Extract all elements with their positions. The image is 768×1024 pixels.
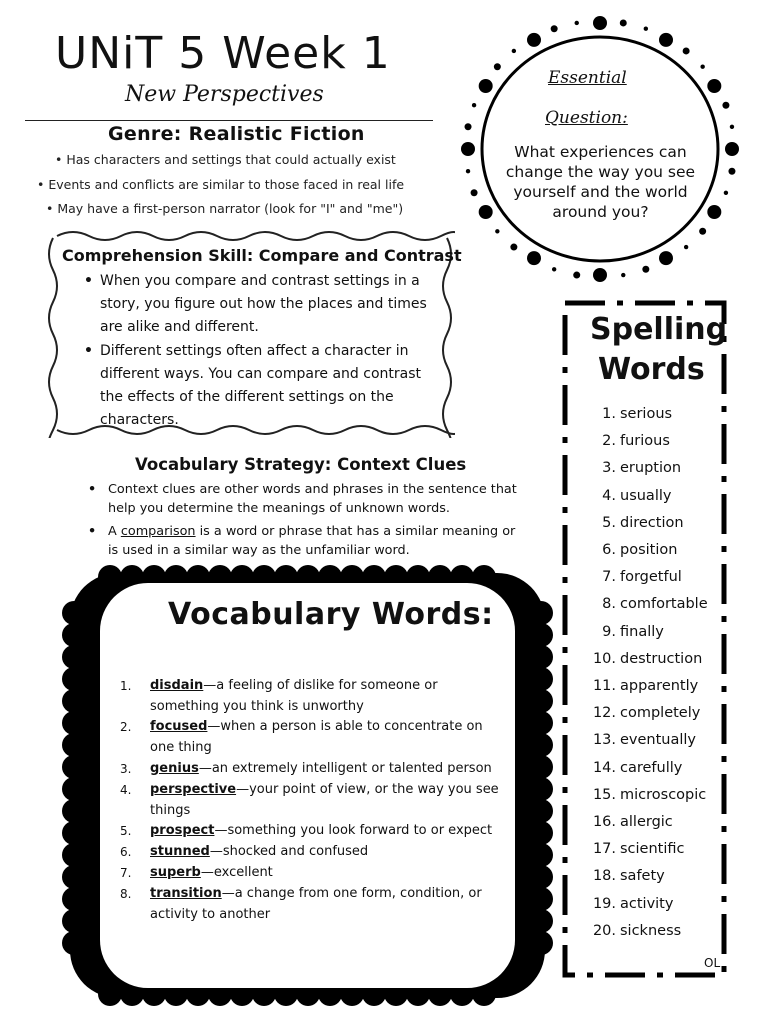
vocabulary-term: transition — [150, 886, 222, 901]
genre-item: • May have a first-person narrator (look for "I" and "me") — [46, 201, 403, 216]
item-number: 8. — [120, 887, 132, 901]
spelling-term: activity — [620, 895, 674, 912]
item-number: 1. — [120, 679, 132, 693]
spelling-number: 2. — [602, 433, 616, 450]
vocabulary-term: perspective — [150, 782, 237, 797]
spelling-number: 18. — [592, 868, 616, 885]
item-number: 2. — [120, 720, 132, 734]
item-number: 4. — [120, 783, 132, 797]
vocabulary-definition: —a change from one form, condition, or activity to another — [150, 886, 482, 922]
spelling-number: 12. — [592, 705, 616, 722]
spelling-number: 10. — [592, 650, 616, 667]
spelling-word — [586, 569, 682, 585]
spelling-term: allergic — [620, 814, 673, 830]
vocabulary-item — [120, 676, 500, 717]
spelling-word — [586, 705, 700, 721]
spelling-number: 4. — [602, 487, 616, 504]
essential-question-heading: Essential — [548, 68, 627, 88]
vocabulary-definition: —when a person is able to concentrate on one thing — [150, 719, 483, 755]
page-subtitle: New Perspectives — [125, 82, 324, 107]
item-number: 7. — [120, 866, 132, 880]
spelling-term: forgetful — [620, 569, 682, 586]
spelling-number: 13. — [592, 732, 616, 749]
essential-question-heading: Question: — [545, 108, 628, 128]
genre-item: • Events and conflicts are similar to those faced in real life — [37, 177, 404, 192]
spelling-number: 8. — [602, 596, 616, 613]
vocabulary-item — [120, 821, 500, 842]
spelling-number: 5. — [602, 514, 616, 531]
item-number: 5. — [120, 824, 132, 838]
spelling-number: 9. — [602, 623, 616, 640]
spelling-number: 14. — [592, 759, 616, 776]
spelling-word — [586, 433, 670, 449]
spelling-term: destruction — [620, 650, 703, 667]
vocabulary-term: prospect — [150, 823, 215, 838]
spelling-word — [586, 814, 673, 830]
spelling-term: usually — [620, 487, 672, 504]
spelling-word — [586, 732, 696, 748]
vocabulary-item — [120, 780, 500, 821]
essential-question-text: What experiences can change the way you see yourself and the world around you? — [505, 143, 696, 221]
vocabulary-strategy-item — [108, 522, 523, 560]
spelling-word — [586, 515, 684, 531]
page-title: UNiT 5 Week 1 — [55, 28, 391, 79]
spelling-number: 7. — [602, 569, 616, 586]
spelling-term: direction — [620, 514, 684, 531]
vocabulary-strategy-item: • Context clues are other words and phrases in the sentence that help you determine the meanings of unknown words. — [108, 480, 523, 518]
spelling-number: 3. — [602, 460, 616, 477]
spelling-word — [586, 460, 681, 476]
spelling-number: 16. — [592, 814, 616, 830]
spelling-word — [586, 841, 685, 857]
spelling-word — [586, 624, 664, 640]
vocabulary-definition: —an extremely intelligent or talented person — [198, 761, 492, 776]
item-number: 3. — [120, 762, 132, 776]
spelling-number: 1. — [602, 406, 616, 422]
spelling-term: eruption — [620, 460, 682, 477]
vocabulary-definition: —shocked and confused — [209, 844, 369, 859]
vocabulary-term: stunned — [150, 844, 210, 859]
spelling-word — [586, 760, 682, 776]
item-prefix: A — [108, 524, 121, 539]
vocabulary-heading: Vocabulary Words: — [168, 597, 494, 632]
header-divider — [25, 120, 433, 121]
vocabulary-term: focused — [150, 719, 208, 734]
spelling-word — [586, 678, 698, 694]
vocabulary-definition: —something you look forward to or expect — [214, 823, 493, 838]
spelling-term: completely — [620, 705, 701, 722]
spelling-term: furious — [620, 433, 670, 450]
spelling-number: 15. — [592, 786, 616, 803]
spelling-term: microscopic — [620, 786, 707, 803]
vocabulary-definition: —excellent — [200, 865, 273, 880]
spelling-word — [586, 868, 665, 884]
spelling-term: eventually — [620, 732, 697, 749]
genre-item: • Has characters and settings that could actually exist — [55, 152, 396, 167]
comprehension-heading: Comprehension Skill: Compare and Contrast — [62, 246, 462, 265]
vocabulary-term: superb — [150, 865, 201, 880]
vocabulary-item — [120, 717, 500, 758]
vocabulary-item — [120, 884, 500, 925]
spelling-term: safety — [620, 868, 665, 885]
spelling-word — [586, 923, 681, 939]
vocabulary-item — [120, 759, 500, 780]
spelling-number: 19. — [592, 895, 616, 912]
spelling-word — [586, 596, 708, 612]
comparison-term: comparison — [120, 524, 196, 539]
spelling-number: 6. — [602, 542, 616, 558]
spelling-word — [586, 542, 677, 558]
spelling-word — [586, 651, 702, 667]
spelling-term: comfortable — [620, 596, 708, 613]
spelling-word — [586, 488, 671, 504]
author-initials: OL — [704, 956, 721, 970]
spelling-term: serious — [620, 406, 673, 422]
vocabulary-item — [120, 863, 500, 884]
vocabulary-term: genius — [150, 761, 199, 776]
spelling-word — [586, 406, 672, 422]
vocabulary-item — [120, 842, 500, 863]
spelling-term: apparently — [620, 678, 699, 694]
vocabulary-term: disdain — [150, 678, 204, 693]
spelling-heading: Spelling — [590, 312, 728, 347]
genre-heading: Genre: Realistic Fiction — [108, 123, 365, 145]
comprehension-item: • Different settings often affect a character in different ways. You can compare and contrast the effects of the different settings on the characters. — [100, 340, 430, 432]
spelling-word — [586, 787, 706, 803]
vocabulary-strategy-heading: Vocabulary Strategy: Context Clues — [135, 455, 467, 474]
spelling-number: 20. — [592, 922, 616, 939]
spelling-term: finally — [620, 623, 664, 640]
spelling-heading: Words — [598, 352, 705, 387]
vocabulary-definition: —your point of view, or the way you see things — [150, 782, 499, 818]
vocabulary-definition: —a feeling of dislike for someone or something you think is unworthy — [150, 678, 438, 714]
spelling-term: sickness — [620, 922, 682, 939]
spelling-number: 17. — [592, 841, 616, 858]
spelling-term: scientific — [620, 841, 685, 858]
comprehension-item: • When you compare and contrast settings in a story, you figure out how the places and times are alike and different. — [100, 270, 430, 339]
spelling-term: position — [620, 542, 678, 558]
spelling-term: carefully — [620, 759, 683, 776]
spelling-word — [586, 896, 673, 912]
spelling-number: 11. — [592, 678, 616, 694]
item-number: 6. — [120, 845, 132, 859]
item-rest: is a word or phrase that has a similar meaning or is used in a similar way as the unfamiliar word. — [108, 524, 516, 558]
